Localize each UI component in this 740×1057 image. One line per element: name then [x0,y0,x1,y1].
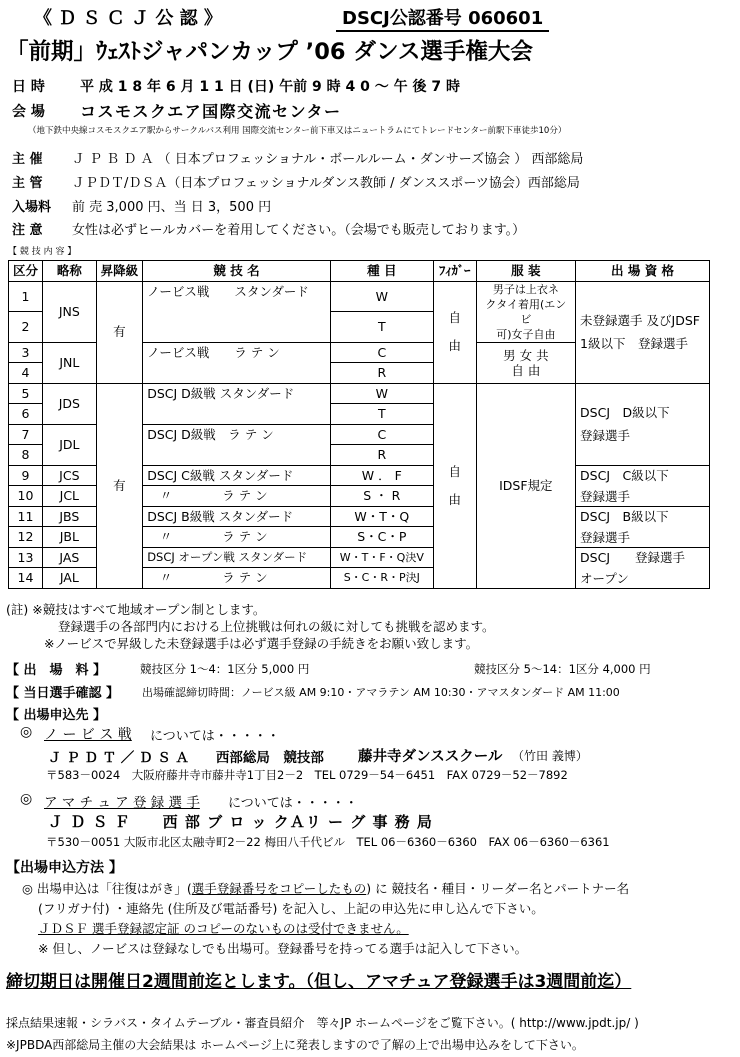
qualification-text: オープン [580,570,629,586]
row-abbr: JNS [43,281,97,342]
figure-cell [433,281,476,383]
row-abbr: JDS [43,383,97,424]
row-abbr: JAS [43,547,97,568]
note-3: ※ノービスで昇級した未登録選手は必ず選手登録の手続きをお願い致します。 [44,636,479,651]
novice-mark: ◎ [20,724,33,740]
row-event: 〃 ラ テ ン [143,486,331,507]
amateur-org: Ｊ Ｄ Ｓ Ｆ 西 部 ブ ロ ッ クＡリ ー グ 事 務 局 [48,813,433,831]
row-no: 4 [9,363,43,384]
qualification-text: 登録選手 [580,488,631,504]
header-figure: ﾌｨｶﾞｰ [433,261,476,282]
row-no: 12 [9,527,43,548]
row-event: DSCJ D級戦 スタンダード [143,383,331,424]
header-abbr: 略称 [43,261,97,282]
figure-text: 由 [448,491,461,507]
host-label: 主 催 [12,152,43,167]
method-line-2: (フリガナ付) ・連絡先 (住所及び電話番号) を記入し、上記の申込先に申し込んで下さい。 [38,901,544,916]
amateur-tail: については・・・・・ [228,796,358,811]
header-event: 競 技 名 [143,261,331,282]
row-no: 3 [9,342,43,363]
header-dance: 種 目 [330,261,433,282]
dress-text: クタイ着用(エンビ [485,297,567,326]
row-abbr: JNL [43,342,97,383]
row-event: DSCJ オープン戦 スタンダード [143,547,331,568]
date-label: 日 時 [12,79,45,95]
row-no: 2 [9,312,43,343]
method-label: 【出場申込方法 】 [6,860,123,876]
manage-value: ＪＰＤＴ/ＤＳＡ（日本プロフェッショナルダンス教師 / ダンススポーツ協会）西部総局 [72,176,580,191]
qualification-text: DSCJ C級以下 [580,467,669,483]
qualification-text: DSCJ 登録選手 [580,549,686,565]
section-label: 【 競 技 内 容 】 [8,247,77,257]
novice-person: （竹田 義博） [512,749,588,763]
header-dress: 服 装 [476,261,575,282]
qualification-text: DSCJ D級以下 [580,405,670,420]
novice-tail: については・・・・・ [150,729,280,744]
entry-fee-label: 【 出 場 料 】 [6,663,107,678]
dress-text: 自 由 [511,362,541,378]
method-line-1b: 選手登録番号をコピーしたもの [191,881,367,896]
host-value: Ｊ Ｐ Ｂ Ｄ Ａ （ 日本プロフェッショナル・ボールルーム・ダンサーズ協会 ） 西部総局 [72,152,584,167]
table-row [9,281,710,312]
row-abbr: JCS [43,465,97,486]
novice-school: 藤井寺ダンススクール [358,749,503,765]
page-title: 「前期」ｳｪｽﾄジャパンカップ ’06 ダンス選手権大会 [6,39,533,65]
notice-label: 注 意 [12,223,43,238]
fee-label: 入場料 [12,200,52,215]
dress-text: 男子は上衣ネ [492,282,559,296]
qualification-text: 登録選手 [580,529,631,545]
deadline-notice: 締切期日は開催日2週間前迄とします。（但し、アマチュア登録選手は3週間前迄） [6,972,632,992]
amateur-link[interactable]: ア マ チ ュ ア 登 録 選 手 [44,795,200,811]
row-dance: R [330,445,433,466]
amateur-address: 〒530－0051 大阪市北区太融寺町2－22 梅田八千代ビル TEL 06－6360－6360 FAX 06－6360－6361 [46,835,610,849]
note-1: (註) ※競技はすべて地域オープン制とします。 [6,602,266,617]
footer-line-1: 採点結果速報・シラバス・タイムテーブル・審査員紹介 等々JP ホームページをご覧下さい。( http://www.jpdt.jp/ ) [6,1016,639,1030]
entry-fee-a: 競技区分 1～4：1区分 5,000 円 [140,662,310,676]
row-no: 9 [9,465,43,486]
row-event: DSCJ B級戦 スタンダード [143,506,331,527]
method-line-1c: ) に 競技名・種目・リーダー名とパートナー名 [366,881,630,896]
qualification-text: 未登録選手 及びJDSF [580,313,700,328]
row-abbr: JBL [43,527,97,548]
row-abbr: JAL [43,568,97,589]
qualification-cell [576,547,710,588]
row-dance: S ・ R [330,486,433,507]
row-dance: C [330,342,433,363]
figure-text: 由 [448,338,461,353]
row-dance: W [330,281,433,312]
check-value: 出場確認締切時間：ノービス級 AM 9:10・アマラテン AM 10:30・アマスタンダード AM 11:00 [142,686,620,699]
dress-text: 男 女 共 [503,347,549,363]
qualification-cell [576,383,710,465]
row-dance: R [330,363,433,384]
novice-address: 〒583－0024 大阪府藤井寺市藤井寺1丁目2－2 TEL 0729－54－6451 FAX 0729－52－7892 [46,768,568,782]
row-dance: S・C・R・P決J [330,568,433,589]
row-event: DSCJ C級戦 スタンダード [143,465,331,486]
event-table [8,260,710,589]
qualification-text: 登録選手 [580,428,631,443]
figure-text: 自 [448,463,461,479]
header-rank: 昇降級 [96,261,143,282]
notice-value: 女性は必ずヒールカバーを着用してください。（会場でも販売しております。） [72,223,526,238]
row-dance: T [330,312,433,343]
fee-value: 前 売 3,000 円、当 日 3，500 円 [72,200,272,215]
date-value: 平 成 1 8 年 6 月 1 1 日 (日) 午前 9 時 4 0 ～ 午 後 7 時 [80,79,460,95]
row-dance: W ． F [330,465,433,486]
row-dance: T [330,404,433,425]
row-dance: W・T・F・Q決V [330,547,433,568]
rank-cell: 有 [96,281,143,383]
method-line-3: ＪＤＳＦ 選手登録認定証 のコピーのないものは受付できません。 [38,921,409,936]
row-dance: W・T・Q [330,506,433,527]
row-no: 13 [9,547,43,568]
venue-label: 会 場 [12,104,45,120]
header-division: 区分 [9,261,43,282]
dscj-certified-label: 《 Ｄ Ｓ Ｃ Ｊ 公 認 》 [34,8,222,29]
venue-value: コスモスクエア国際交流センター [80,102,342,121]
row-abbr: JDL [43,424,97,465]
figure-text: 自 [448,310,461,325]
check-label: 【 当日選手確認 】 [6,686,120,701]
dress-text: 可)女子自由 [496,327,556,341]
qualification-text: 1級以下 登録選手 [580,336,688,351]
row-event: 〃 ラ テ ン [143,527,331,548]
method-line-1a: ◎ 出場申込は「往復はがき」( [22,881,192,896]
row-event: 〃 ラ テ ン [143,568,331,589]
method-line-1 [22,879,629,897]
table-row [9,383,710,404]
dress-cell [476,281,575,342]
row-dance: S・C・P [330,527,433,548]
row-no: 5 [9,383,43,404]
note-2: 登録選手の各部門内における上位挑戦は何れの級に対しても挑戦を認めます。 [58,619,495,634]
row-no: 10 [9,486,43,507]
manage-label: 主 管 [12,176,43,191]
qualification-cell [576,506,710,547]
entry-fee-b: 競技区分 5～14：1区分 4,000 円 [474,662,651,676]
figure-cell [433,383,476,588]
row-abbr: JBS [43,506,97,527]
novice-link[interactable]: ノ ー ビ ス 戦 [44,727,132,743]
certification-number: DSCJ公認番号 060601 [336,4,549,32]
row-event: ノービス戦 スタンダード [143,281,331,342]
method-line-4: ※ 但し、ノービスは登録なしでも出場可。登録番号を持ってる選手は記入して下さい。 [38,941,528,956]
row-event: ノービス戦 ラ テ ン [143,342,331,383]
row-no: 8 [9,445,43,466]
row-abbr: JCL [43,486,97,507]
qualification-cell [576,465,710,506]
access-note: （地下鉄中央線コスモスクエア駅からサークルバス利用 国際交流センター前下車又はニュートラムにてトレードセンター前駅下車徒歩10分） [28,126,567,136]
row-event: DSCJ D級戦 ラ テ ン [143,424,331,465]
row-no: 7 [9,424,43,445]
row-dance: W [330,383,433,404]
row-no: 11 [9,506,43,527]
dress-cell [476,342,575,383]
rank-cell: 有 [96,383,143,588]
row-dance: C [330,424,433,445]
apply-label: 【 出場申込先 】 [6,708,107,723]
amateur-mark: ◎ [20,791,33,807]
header-qualification: 出 場 資 格 [576,261,710,282]
row-no: 1 [9,281,43,312]
row-no: 6 [9,404,43,425]
dress-cell: IDSF規定 [476,383,575,588]
row-no: 14 [9,568,43,589]
table-header-row [9,261,710,282]
qualification-text: DSCJ B級以下 [580,508,669,524]
novice-org: Ｊ Ｐ Ｄ Ｔ ／ Ｄ Ｓ Ａ 西部総局 競技部 [48,750,324,766]
qualification-cell [576,281,710,383]
footer-line-2: ※JPBDA西部総局主催の大会結果は ホームページ上に発表しますので了解の上で出場申込みをして下さい。 [6,1038,584,1052]
